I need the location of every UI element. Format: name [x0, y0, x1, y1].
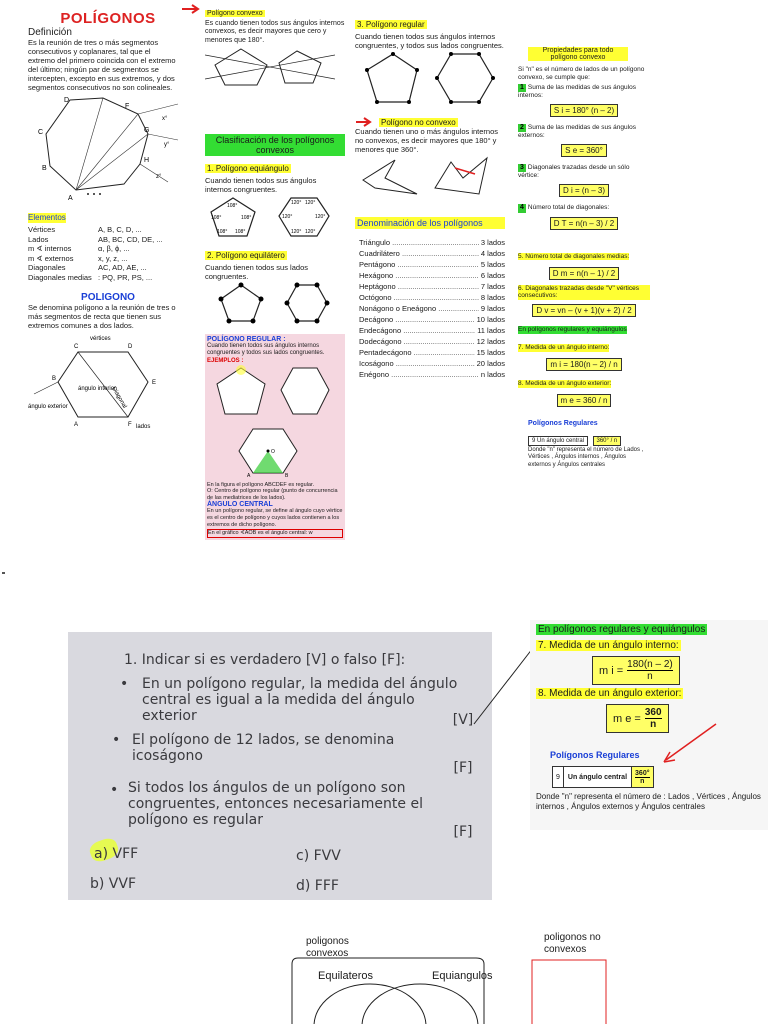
center-note: O: Centro de polígono regular (punto de concurrencia de las mediatrices de los lados).	[207, 488, 338, 501]
venn-diagram	[290, 930, 768, 1024]
fig-label-vertices: vértices	[90, 336, 111, 342]
denomination-row	[359, 369, 505, 380]
property-2: Suma de las medidas de sus ángulos externos:	[518, 123, 636, 140]
column-definitions	[28, 10, 188, 437]
denomination-row	[359, 259, 505, 270]
svg-text:120°: 120°	[291, 200, 302, 207]
definition-text: Es la reunión de tres o más segmentos consecutivos y coplanares, tal que el extremo del primero coincida con el extremo del último; ningún par de segmentos se intercepten, excepto en sus extremos, y dos segmentos consecutivos no son colineales.	[28, 38, 176, 92]
svg-text:120°: 120°	[305, 229, 316, 236]
element-row	[28, 263, 188, 273]
where-n-note: Donde "n" representa el número de Lados , Vértices , Ángulos internos , Ángulos externos y Ángulos centrales	[528, 447, 644, 468]
svg-text:108°: 108°	[211, 215, 222, 222]
property-1: Suma de las medidas de sus ángulos internos:	[518, 83, 636, 99]
denomination-row	[359, 336, 505, 347]
svg-text:y°: y°	[164, 142, 170, 148]
venn-equilateros-label: Equilateros	[318, 970, 374, 982]
polygon-elements-figure	[28, 94, 188, 202]
no-convex-text: Cuando tienen uno o más ángulos internos no convexos, es decir mayores que 180° y menores que 360°.	[355, 127, 499, 154]
polygon-name: Decágono .....	[359, 314, 475, 325]
element-row	[28, 273, 188, 283]
polygon-name: Pentágono .....	[359, 259, 479, 270]
svg-text:x°: x°	[162, 116, 168, 122]
excerpt-central-angle: 9 Un ángulo central 360° n	[552, 766, 654, 788]
svg-text:A: A	[247, 472, 251, 477]
polygon-name: Icoságono .....	[359, 358, 475, 369]
polygon-name: Triángulo .....	[359, 237, 479, 248]
stray-mark	[2, 572, 5, 574]
svg-text:120°: 120°	[305, 200, 316, 207]
properties-heading: Propiedades para todo polígono convexo	[528, 47, 628, 61]
figure-note: En la figura el polígono ABCDEF es regular.	[207, 481, 315, 488]
equilatero-heading: 2. Polígono equilátero	[207, 251, 285, 261]
regular-polygon-text: Cuando tienen todos sus ángulos internos congruentes, y todos sus lados congruentes.	[355, 32, 504, 50]
column-denominations	[355, 14, 505, 380]
elements-heading: Elementos	[28, 213, 66, 222]
excerpt-exterior-formula: m e = $\frac{360}{n}$	[606, 704, 669, 733]
no-convex-heading: Polígono no convexo	[381, 117, 456, 127]
properties-intro: Si "n" es el número de lados de un polígono convexo, se cumple que:	[518, 66, 645, 81]
denomination-row	[359, 292, 505, 303]
formula-5: D m = n(n – 1) / 2	[549, 267, 619, 280]
side-count: 15 lados	[476, 348, 505, 357]
element-value: α, β, ϕ, ...	[98, 244, 130, 253]
svg-text:108°: 108°	[235, 229, 246, 236]
svg-text:C: C	[74, 344, 79, 350]
element-key: Vértices	[28, 225, 56, 234]
element-value: : PQ, PR, PS, ...	[98, 272, 153, 282]
property-9: 9 Un ángulo central	[528, 436, 588, 446]
property-5: 5. Número total de diagonales medias:	[518, 252, 630, 260]
polygon-name: Cuadrilátero .....	[359, 248, 479, 259]
svg-text:D: D	[128, 344, 133, 350]
excerpt-green-heading: En polígonos regulares y equiángulos	[538, 624, 706, 635]
side-count: 7 lados	[480, 282, 505, 291]
regular-polygon-figures	[355, 50, 505, 108]
denomination-list	[355, 237, 505, 380]
column-properties: Propiedades para todo polígono convexo Si "n" es el número de lados de un polígono convexo, se cumple que: 1 Suma de las medidas de sus ángulos internos: S i = 180° (n – 2) 2 Suma de las medidas de sus ángulos externos: S e = 360° 3 Diagonales trazadas desde un sólo vértice: D i = (n – 3) 4 Número total de diagonales: D T = n(n – 3) / 2 5. Número total de diagonales medias: D m = n(n – 1) / 2 6. Diagonales trazadas desde "V" vértices consecutivos: D v = vn – (v + 1)(v + 2) / 2 En polígonos regulares y equiángulos 7. Medida de un ángulo interno: m i = 180(n – 2) / n 8. Medida de un ángulo exterior: m e = 360 / n Polígonos Regulares 9 Un ángulo central 360° / n Donde "n" representa el número de Lados , Vértices , Ángulos internos , Ángulos externos y Ángulos centrales	[518, 46, 650, 469]
svg-text:H: H	[144, 157, 150, 164]
option-a: a) VFF	[94, 846, 139, 862]
venn-no-convex-title: poligonos no convexos	[544, 932, 601, 955]
venn-equiangulos-label: Equiangulos	[432, 970, 493, 982]
svg-text:108°: 108°	[241, 215, 252, 222]
denomination-row	[359, 347, 505, 358]
equilateral-figures	[205, 281, 345, 325]
regular-polygons-heading: Polígonos Regulares	[528, 420, 598, 428]
side-count: 11 lados	[477, 326, 505, 335]
equiangulo-heading: 1. Polígono equiángulo	[207, 164, 289, 174]
formula-7: m i = 180(n – 2) / n	[546, 358, 621, 371]
statement-1: En un polígono regular, la medida del ángulo central es igual a la medida del ángulo exterior	[142, 676, 458, 724]
venn-convex-title: poligonos convexos	[306, 936, 349, 959]
excerpt-where-note: Donde "n" representa el número de : Lados , Vértices , Ángulos internos , Ángulos externos y Ángulos centrales	[536, 792, 761, 811]
side-count: 10 lados	[476, 315, 505, 324]
element-key: Diagonales	[28, 263, 66, 272]
option-c: c) FVV	[296, 848, 341, 864]
polygon-name: Heptágono .....	[359, 281, 479, 292]
formula-6: D v = vn – (v + 1)(v + 2) / 2	[532, 304, 635, 317]
excerpt-regular-heading: Polígonos Regulares	[550, 750, 640, 760]
element-row	[28, 244, 188, 254]
svg-text:120°: 120°	[291, 229, 302, 236]
regular-polygon-heading: 3. Polígono regular	[357, 20, 425, 29]
elements-list	[28, 225, 188, 282]
svg-text:B: B	[52, 376, 57, 382]
answer-2: [F]	[453, 760, 473, 776]
polygon-name: Pentadecágono .....	[359, 347, 475, 358]
svg-text:108°: 108°	[217, 229, 228, 236]
svg-text:B: B	[42, 165, 47, 172]
svg-text:120°: 120°	[282, 214, 293, 221]
red-arrow-icon	[180, 2, 204, 16]
denomination-row	[359, 248, 505, 259]
polygon-name: Octógono .....	[359, 292, 479, 303]
denomination-row	[359, 314, 505, 325]
excerpt-exterior-label: 8. Medida de un ángulo exterior:	[538, 688, 682, 699]
side-count: 6 lados	[480, 271, 505, 280]
element-value: AB, BC, CD, DE, ...	[98, 234, 163, 244]
svg-text:O: O	[271, 448, 275, 455]
element-key: m ∢ internos	[28, 244, 72, 253]
element-value: A, B, C, D, ...	[98, 225, 142, 234]
ejemplos-label: EJEMPLOS :	[207, 357, 244, 364]
central-angle-note: En el gráfico ∢AOB es el ángulo central: w	[207, 529, 343, 538]
polygon-name: Hexágono .....	[359, 270, 479, 281]
convex-polygon-figure	[205, 45, 335, 89]
property-3: Diagonales trazadas desde un sólo vértice:	[518, 163, 630, 180]
regular-examples	[207, 364, 341, 420]
svg-text:E: E	[152, 380, 157, 386]
svg-text:F: F	[128, 422, 132, 428]
element-row	[28, 254, 188, 264]
polygon-name: Endecágono .....	[359, 325, 475, 336]
regular-equiangular-heading: En polígonos regulares y equiángulos	[518, 326, 627, 334]
option-b: b) VVF	[90, 876, 137, 892]
exercise-question: 1. Indicar si es verdadero [V] o falso [F]:	[124, 652, 406, 668]
poligono-text: Se denomina polígono a la reunión de tres o más segmentos de recta que tienen sus extremos comunes a dos lados.	[28, 303, 176, 330]
fig-label-angulo-exterior: ángulo exterior	[28, 404, 68, 410]
central-angle-text: En un polígono regular, se define al ángulo cuyo vértice es el centro de polígono y cuyos lados contienen a los extremos de dicho polígono.	[207, 508, 343, 528]
svg-text:z°: z°	[156, 174, 162, 180]
statement-2: El polígono de 12 lados, se denomina icoságono	[132, 732, 395, 764]
denomination-row	[359, 270, 505, 281]
formula-excerpt	[530, 620, 768, 830]
regular-text: Cuando tienen todos sus ángulos internos congruentes y todos sus lados congruentes.	[207, 343, 325, 357]
formula-3: D i = (n – 3)	[559, 184, 609, 197]
equiangulo-text: Cuando tienen todos sus ángulos internos congruentes.	[205, 176, 317, 195]
page-title: POLÍGONOS	[60, 10, 156, 27]
equilatero-text: Cuando tienen todos sus lados congruentes.	[205, 263, 308, 282]
central-angle-figure	[207, 425, 341, 477]
convex-label: Polígono convexo	[207, 10, 263, 17]
element-row	[28, 225, 188, 235]
element-value: AC, AD, AE, ...	[98, 263, 147, 272]
denomination-heading: Denominación de los polígonos	[355, 217, 505, 229]
non-convex-figures	[355, 154, 505, 200]
fig-label-diagonal: Diagonal	[110, 386, 128, 410]
equiangular-figures	[205, 194, 345, 238]
element-row	[28, 235, 188, 245]
svg-text:120°: 120°	[315, 214, 326, 221]
side-count: 9 lados	[480, 304, 505, 313]
svg-text:B: B	[285, 472, 289, 477]
denomination-row	[359, 281, 505, 292]
fig-label-angulo-interior: ángulo interior	[78, 386, 117, 392]
denomination-row	[359, 237, 505, 248]
convex-text: Es cuando tienen todos sus ángulos internos convexos, es decir mayores que cero y menores que 180°.	[205, 20, 345, 44]
denomination-row	[359, 303, 505, 314]
formula-1: S i = 180° (n – 2)	[550, 104, 618, 117]
svg-text:D: D	[64, 97, 70, 104]
element-value: x, y, z, ...	[98, 253, 128, 263]
property-8: 8. Medida de un ángulo exterior:	[518, 380, 612, 388]
formula-4: D T = n(n – 3) / 2	[550, 217, 618, 230]
classification-heading: Clasificación de los polígonos convexos	[205, 134, 345, 156]
polygon-parts-figure	[28, 332, 188, 432]
denomination-row	[359, 325, 505, 336]
property-7: 7. Medida de un ángulo interno:	[518, 344, 610, 352]
excerpt-interior-formula: m i = $\frac{180(n - 2)}{n}$	[592, 656, 680, 685]
side-count: 4 lados	[480, 249, 505, 258]
side-count: 12 lados	[476, 337, 505, 346]
fig-label-lados: lados	[136, 424, 151, 430]
property-6: 6. Diagonales trazadas desde "V" vértices consecutivos:	[518, 285, 650, 301]
formula-2: S e = 360°	[561, 144, 607, 157]
svg-text:A: A	[74, 422, 79, 428]
venn-shapes	[290, 930, 768, 1024]
side-count: 20 lados	[476, 359, 505, 368]
polygon-name: Dodecágono .....	[359, 336, 475, 347]
formula-9: 360° / n	[593, 436, 622, 446]
polygon-name: Nonágono o Eneágono .....	[359, 303, 479, 314]
exercise-photo: 1. Indicar si es verdadero [V] o falso [F]: • En un polígono regular, la medida del ángulo central es igual a la medida del ángulo exterior [V] • El polígono de 12 lados, se denomina icoságono [F] • Si todos los ángulos de un polígono son congruentes, entonces necesariamente el polígono es regular [F] a) VFF b) VVF c) FVV d) FFF	[68, 632, 492, 900]
svg-text:A: A	[68, 195, 73, 202]
side-count: 8 lados	[480, 293, 505, 302]
definition-heading: Definición	[28, 27, 72, 38]
poligono-title: POLIGONO	[81, 292, 135, 303]
polygon-name: Enégono .....	[359, 369, 479, 380]
side-count: n lados	[480, 370, 505, 379]
formula-8: m e = 360 / n	[557, 394, 612, 407]
excerpt-interior-label: 7. Medida de un ángulo interno:	[538, 640, 679, 651]
property-4: Número total de diagonales:	[527, 204, 610, 212]
side-count: 3 lados	[480, 238, 505, 247]
element-key: Lados	[28, 234, 49, 244]
svg-text:G: G	[144, 127, 150, 134]
central-angle-heading: ÁNGULO CENTRAL	[207, 501, 273, 509]
regular-heading: POLÍGONO REGULAR :	[207, 336, 286, 344]
element-key: m ∢ externos	[28, 253, 74, 263]
column-classification	[205, 2, 345, 540]
option-d: d) FFF	[296, 878, 339, 894]
answer-3: [F]	[453, 824, 473, 840]
denomination-row	[359, 358, 505, 369]
red-arrow-icon	[355, 117, 375, 127]
svg-text:C: C	[38, 129, 44, 136]
answer-1: [V]	[452, 712, 474, 728]
statement-3: Si todos los ángulos de un polígono son congruentes, entonces necesariamente el polígono es regular	[128, 780, 423, 828]
element-key: Diagonales medias	[28, 272, 92, 282]
side-count: 5 lados	[480, 260, 505, 269]
svg-text:F: F	[125, 103, 130, 110]
svg-text:108°: 108°	[227, 203, 238, 210]
red-arrow-icon	[660, 720, 720, 768]
